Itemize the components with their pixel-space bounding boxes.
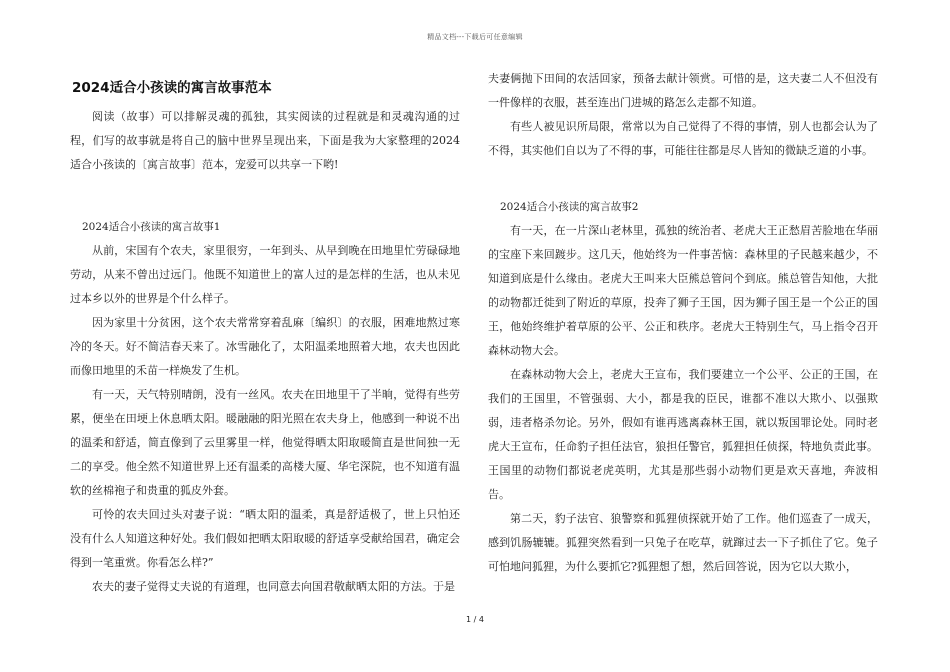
- story2-paragraph-2: 在森林动物大会上，老虎大王宣布，我们要建立一个公平、公正的王国，在我们的王国里，不管强弱、大小，都是我的臣民，谁都不准以大欺小、以强欺弱，违者格杀勿论。另外，假如有谁再逃离森林王国，就以叛国罪论处。同时老虎大王宣布，任命豹子担任法官，狼担任警官，狐狸担任侦探，特地负责此事。王国里的动物们都说老虎英明，尤其是那些弱小动物们更是欢天喜地，奔波相告。: [488, 368, 878, 501]
- right-column: [488, 67, 878, 579]
- left-column: [70, 68, 460, 599]
- story2-heading: 2024适合小孩读的寓言故事2: [500, 201, 639, 213]
- document-title: 2024适合小孩读的寓言故事范本: [72, 80, 272, 96]
- story1-paragraph-5: 农夫的妻子觉得丈夫说的有道理，也同意去向国君敬献晒太阳的方法。于是: [92, 580, 455, 593]
- story1-continuation: 夫妻俩抛下田间的农活回家，预备去献计领赏。可惜的是，这夫妻二人不但没有一件像样的衣服，甚至连出门进城的路怎么走都不知道。: [488, 72, 878, 109]
- page-number: 1 / 4: [466, 615, 484, 624]
- intro-paragraph: 阅读（故事）可以排解灵魂的孤独，其实阅读的过程就是和灵魂沟通的过程，们写的故事就是将自己的脑中世界呈现出来，下面是我为大家整理的2024适合小孩读的〔寓言故事〕范本，宠爱可以共享一下哟!: [70, 110, 460, 171]
- story2-paragraph-3: 第二天，豹子法官、狼警察和狐狸侦探就开始了工作。他们巡查了一成天，感到饥肠辘辘。狐狸突然看到一只兔子在吃草，就蹿过去一下子抓住了它。兔子可怕地问狐狸，为什么要抓它?狐狸想了想，然后回答说，因为它以大欺小，: [488, 512, 878, 573]
- story1-paragraph-1: 从前，宋国有个农夫，家里很穷，一年到头、从早到晚在田地里忙劳碌碌地劳动，从来不曾出过远门。他既不知道世上的富人过的是怎样的生活，也从未见过本乡以外的世界是个什么样子。: [70, 244, 460, 305]
- story1-heading: 2024适合小孩读的寓言故事1: [82, 221, 221, 233]
- page-header: 精品文档---下载后可任意编辑: [427, 33, 523, 41]
- story1-moral: 有些人被见识所局限，常常以为自己觉得了不得的事情，别人也都会认为了不得，其实他们自以为了不得的事，可能往往都是尽人皆知的微缺乏道的小事。: [488, 120, 878, 157]
- story1-paragraph-3: 有一天，天气特别晴朗，没有一丝风。农夫在田地里干了半晌，觉得有些劳累，便坐在田埂上休息晒太阳。暖融融的阳光照在农夫身上，他感到一种说不出的温柔和舒适，简直像到了云里雾里一样，他觉得晒太阳取暖简直是世间独一无二的享受。他全然不知道世界上还有温柔的高楼大厦、华宅深院，也不知道有温软的丝棉袍子和贵重的狐皮外套。: [70, 388, 460, 497]
- story2-paragraph-1: 有一天，在一片深山老林里，孤独的统治者、老虎大王正愁眉苦脸地在华丽的宝座下来回踱步。这几天，他始终为一件事苦恼：森林里的子民越来越少，不知道到底是什么缘由。老虎大王叫来大臣熊总管问个到底。熊总管告知他，大批的动物都迁徙到了附近的草原，投奔了狮子王国，因为狮子国王是一个公正的国王，他始终维护着草原的公平、公正和秩序。老虎大王特别生气，马上指令召开森林动物大会。: [488, 224, 878, 357]
- story1-paragraph-4: 可怜的农夫回过头对妻子说：“晒太阳的温柔，真是舒适极了，世上只怕还没有什么人知道这种好处。我们假如把晒太阳取暖的舒适享受献给国君，确定会得到一笔重赏。你看怎么样?”: [70, 508, 460, 569]
- story1-paragraph-2: 因为家里十分贫困，这个农夫常常穿着乱麻〔编织〕的衣服，困难地熬过寒冷的冬天。好不简洁春天来了。冰雪融化了，太阳温柔地照着大地，农夫也因此而像田地里的禾苗一样焕发了生机。: [70, 316, 460, 377]
